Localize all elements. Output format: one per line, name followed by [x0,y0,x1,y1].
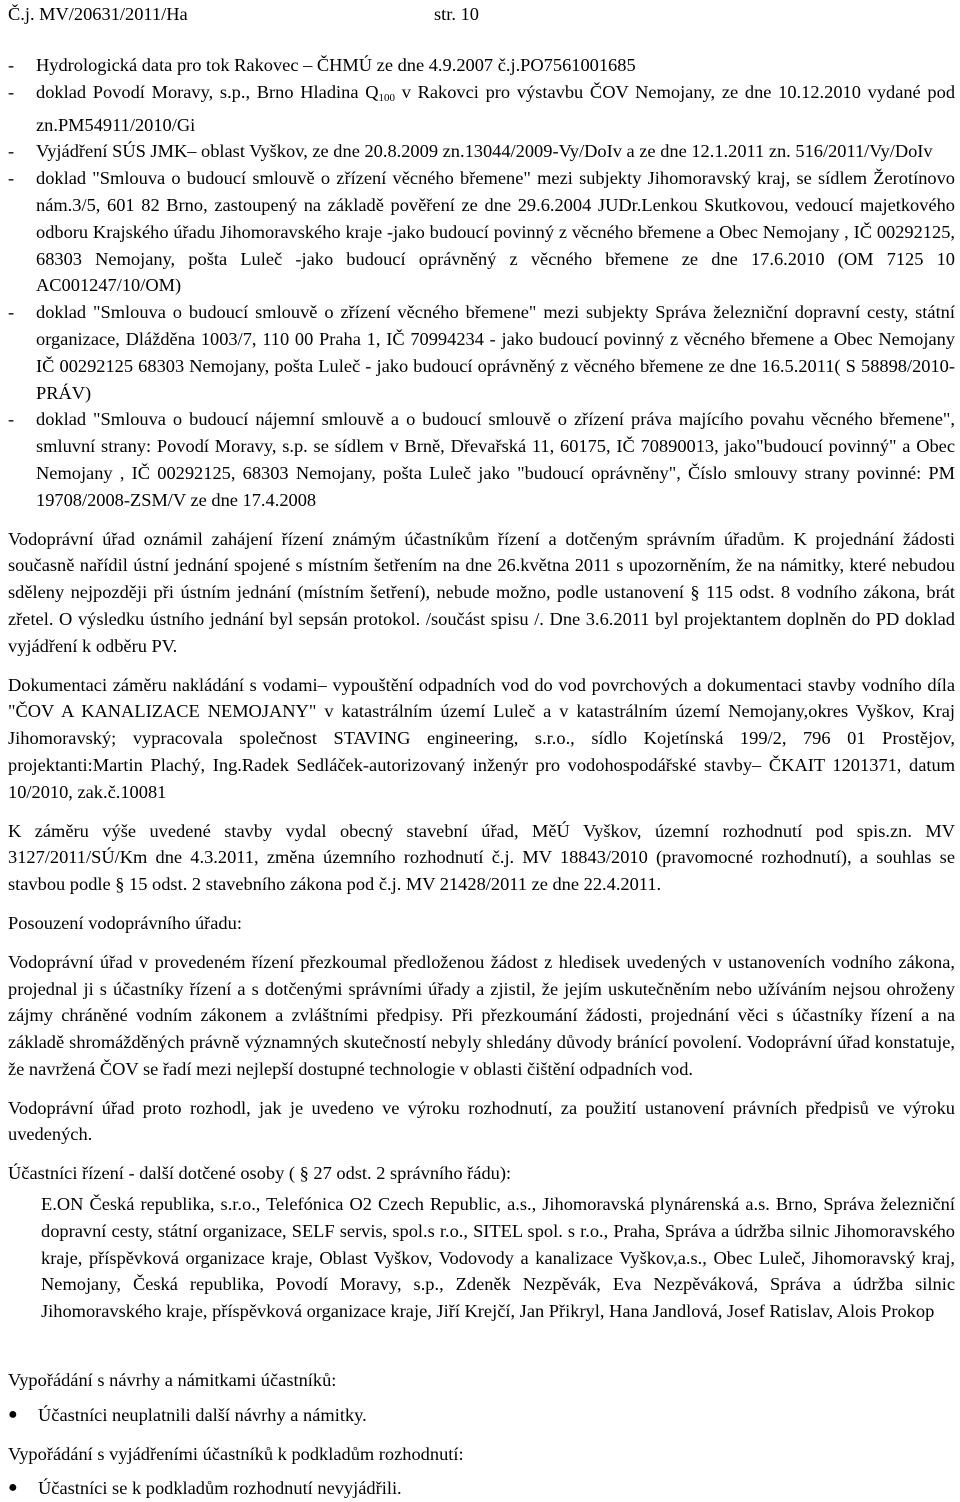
list-item-text: Vyjádření SÚS JMK– oblast Vyškov, ze dne 20.8.2009 zn.13044/2009-Vy/DoIv a ze dne 12.1.2011 zn. 516/2011/Vy/DoIv [36,141,933,162]
bullet-icon: ● [8,1479,18,1497]
list-item [8,52,955,79]
dash-marker: - [8,409,15,430]
list-item-text: Účastníci se k podkladům rozhodnutí nevyjádřili. [38,1478,402,1499]
paragraph-uzemni-rozhodnuti: K záměru výše uvedené stavby vydal obecný stavební úřad, MěÚ Vyškov, územní rozhodnutí pod spis.zn. MV 3127/2011/SÚ/Km dne 4.3.2011, změna územního rozhodnutí č.j. MV 18843/2010 (pravomocné rozhodnutí), a souhlas se stavbou podle § 15 odst. 2 stavebního zákona pod č.j. MV 21428/2011 ze dne 22.4.2011. [8,820,955,895]
list-item [8,406,955,513]
paragraph-oznameni: Vodoprávní úřad oznámil zahájení řízení známým účastníkům řízení a dotčeným správním úřadům. K projednání žádosti současně nařídil ústní jednání spojené s místním šetřením na dne 26.května 2011 s upozorněním, že na námitky, které nebudou sděleny nejpozději při ústním jednání (místním šetření), nebude možno, podle ustanovení § 115 odst. 8 vodního zákona, brát zřetel. O výsledku ústního jednání byl sepsán protokol. /součást spisu /. Dne 3.6.2011 byl projektantem doplněn do PD doklad vyjádření k odběru PV. [8,528,955,656]
bullet-icon: ● [8,1405,18,1423]
list-item [8,299,955,406]
paragraph-rozhodnuti: Vodoprávní úřad proto rozhodl, jak je uvedeno ve výroku rozhodnutí, za použití ustanovení právních předpisů ve výroku uvedených. [8,1097,955,1145]
list-item-text: Hydrologická data pro tok Rakovec – ČHMÚ ze dne 4.9.2007 č.j.PO7561001685 [36,55,636,75]
list-item [8,1402,955,1429]
dash-marker: - [8,168,15,189]
participants-list: E.ON Česká republika, s.r.o., Telefónica O2 Czech Republic, a.s., Jihomoravská plynárenská a.s. Brno, Správa železniční dopravní cesty, státní organizace, SELF servis, spol.s r.o., SITEL spol. s r.o., Praha, Správa a údržba silnic Jihomoravského kraje, příspěvková organizace kraje, Oblast Vyškov, Vodovody a kanalizace Vyškov,a.s., Obec Luleč, Jihomoravský kraj, Nemojany, Česká republika, Povodí Moravy, s.p., Zdeněk Nezpěvák, Eva Nezpěváková, Správa a údržba silnic Jihomoravského kraje, příspěvková organizace kraje, Jiří Krejčí, Jan Přikryl, Hana Jandlová, Josef Ratislav, Alois Prokop [41,1194,955,1322]
list-item [8,79,955,139]
list-item-text: doklad "Smlouva o budoucí nájemní smlouvě a o budoucí smlouvě o zřízení práva majícího povahu věcného břemene", smluvní strany: Povodí Moravy, s.p. se sídlem v Brně, Dřevařská 11, 60175, IČ 70890013, jako"budoucí povinný" a Obec Nemojany , IČ 00292125, 68303 Nemojany, pošta Luleč jako "budoucí oprávněny", Číslo smlouvy strany povinné: PM 19708/2008-ZSM/V ze dne 17.4.2008 [36,409,955,510]
document-body [8,52,955,1502]
list-item-text: doklad "Smlouva o budoucí smlouvě o zřízení věcného břemene" mezi subjekty Jihomoravský kraj, se sídlem Žerotínovo nám.3/5, 601 82 Brno, zastoupený na základě pověření ze dne 29.6.2004 JUDr.Lenkou Skutkovou, vedoucí majetkového odboru Krajského úřadu Jihomoravského kraje -jako budoucí povinný z věcného břemene a Obec Nemojany , IČ 00292125, 68303 Nemojany, pošta Luleč -jako budoucí oprávněný z věcného břemene ze dne 17.6.2010 (OM 7125 10 AC001247/10/OM) [36,168,955,296]
list-item [8,1475,955,1502]
list-item-text: doklad "Smlouva o budoucí smlouvě o zřízení věcného břemene" mezi subjekty Správa železniční dopravní cesty, státní organizace, Dlážděna 1003/7, 110 00 Praha 1, IČ 70994234 - jako budoucí povinný z věcného břemene a Obec Nemojany IČ 00292125 68303 Nemojany, pošta Luleč - jako budoucí oprávněný z věcného břemene ze dne 16.5.2011( S 58898/2010- PRÁV) [36,302,955,403]
list-item [8,165,955,299]
heading-navrhy: Vypořádání s návrhy a námitkami účastníků: [8,1370,337,1391]
dash-marker: - [8,81,15,102]
paragraph-dokumentace: Dokumentaci záměru nakládání s vodami– vypouštění odpadních vod do vod povrchových a dokumentaci stavby vodního díla "ČOV A KANALIZACE NEMOJANY" v katastrálním území Luleč a v katastrálním území Nemojany,okres Vyškov, Kraj Jihomoravský; vypracovala společnost STAVING engineering, s.r.o., sídlo Kojetínská 199/2, 796 01 Prostějov, projektanti:Martin Plachý, Ing.Radek Sedláček-autorizovaný inženýr pro vodohospodářské stavby– ČKAIT 1201371, datum 10/2010, zak.č.10081 [8,674,955,802]
dash-marker: - [8,55,15,75]
heading-ucastnici: Účastníci řízení - další dotčené osoby ( § 27 odst. 2 správního řádu): [8,1163,512,1184]
subscript: 100 [378,91,395,104]
paragraph-posouzeni: Vodoprávní úřad v provedeném řízení přezkoumal předloženou žádost z hledisek uvedených v ustanoveních vodního zákona, projednal ji s účastníky řízení a s dotčenými správními úřady a zjistil, že jejím uskutečněním nebo užíváním nejsou ohroženy zájmy chráněné vodním zákonem a zvláštními předpisy. Při přezkoumání žádosti, projednání věci s účastníky řízení a na základě shromážděných právně významných skutečností nebyly shledány důvody bránící povolení. Vodoprávní úřad konstatuje, že navržená ČOV se řadí mezi nejlepší dostupné technologie v oblasti čištění odpadních vod. [8,951,955,1079]
document-reference: Č.j. MV/20631/2011/Ha [8,4,188,24]
dash-marker: - [8,141,15,162]
page-header [8,0,952,26]
heading-vyjadreni: Vypořádání s vyjádřeními účastníků k podkladům rozhodnutí: [8,1443,464,1464]
heading-posouzeni: Posouzení vodoprávního úřadu: [8,912,242,933]
page-number: str. 10 [434,4,479,24]
dash-marker: - [8,302,15,323]
list-item-text: Účastníci neuplatnili další návrhy a námitky. [38,1404,367,1425]
list-item-text: doklad Povodí Moravy, s.p., Brno Hladina $Q_{100}$ v Rakovci pro výstavbu ČOV Nemojany, ze dne 10.12.2010 vydané pod zn.PM54911/2010/Gi [36,81,956,135]
list-item [8,138,955,165]
